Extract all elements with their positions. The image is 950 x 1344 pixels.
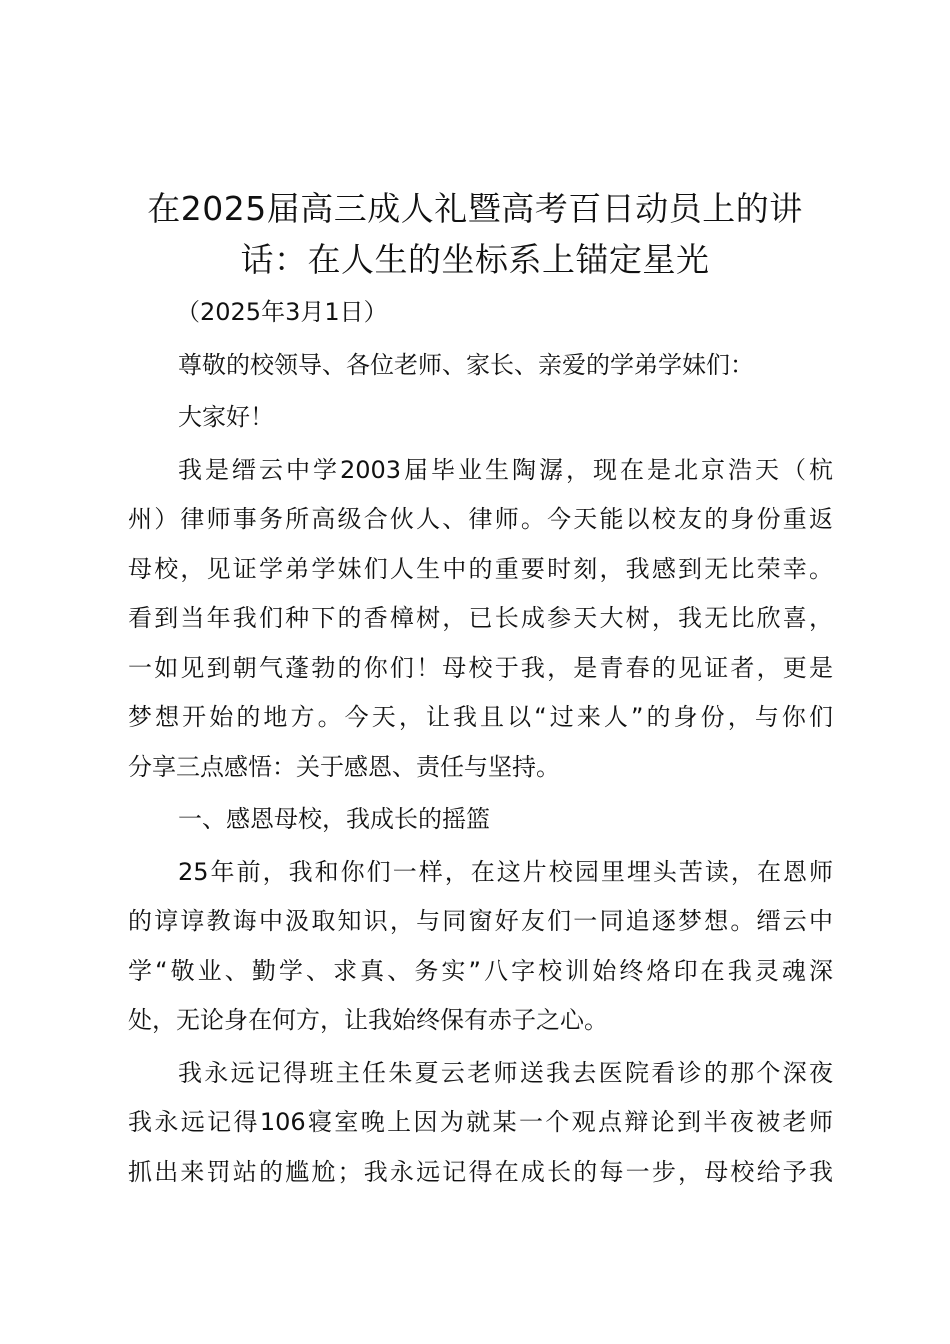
title-line: 话：在人生的坐标系上锚定星光 [240,240,710,279]
paragraph-line: 我是缙云中学2003届毕业生陶潺，现在是北京浩天（杭 [178,455,833,484]
document-title [110,183,840,285]
greeting: 尊敬的校领导、各位老师、家长、亲爱的学弟学妹们： [178,350,754,379]
paragraph-line: 我永远记得106寝室晚上因为就某一个观点辩论到半夜被老师 [128,1108,833,1136]
paragraph-line: 的谆谆教诲中汲取知识，与同窗好友们一同追逐梦想。缙云中 [128,907,833,935]
paragraph-line: 一如见到朝气蓬勃的你们！母校于我，是青春的见证者，更是 [128,653,833,682]
hello: 大家好！ [178,403,274,431]
paragraph-line: 学“敬业、勤学、求真、务实”八字校训始终烙印在我灵魂深 [128,956,833,985]
title-line: 在2025届高三成人礼暨高考百日动员上的讲 [147,189,803,228]
paragraph-line: 25年前，我和你们一样，在这片校园里埋头苦读，在恩师 [178,857,833,886]
paragraph-line: 看到当年我们种下的香樟树，已长成参天大树，我无比欣喜， [128,604,833,632]
paragraph-line: 抓出来罚站的尴尬；我永远记得在成长的每一步，母校给予我 [128,1157,833,1186]
paragraph-line: 梦想开始的地方。今天，让我且以“过来人”的身份，与你们 [128,703,833,731]
paragraph-line: 州）律师事务所高级合伙人、律师。今天能以校友的身份重返 [128,505,833,533]
section-heading: 一、感恩母校，我成长的摇篮 [178,805,490,833]
document-body [128,288,833,1197]
paragraph-memories [128,1049,833,1198]
paragraph-line: 处，无论身在何方，让我始终保有赤子之心。 [128,1006,608,1034]
paragraph-line: 分享三点感悟：关于感恩、责任与坚持。 [128,752,560,781]
paragraph-line: 母校，见证学弟学妹们人生中的重要时刻，我感到无比荣幸。 [128,554,833,583]
speech-date: （2025年3月1日） [176,298,388,326]
paragraph-introduction [128,446,833,793]
paragraph-line: 我永远记得班主任朱夏云老师送我去医院看诊的那个深夜 [178,1058,833,1087]
paragraph-gratitude [128,848,833,1046]
